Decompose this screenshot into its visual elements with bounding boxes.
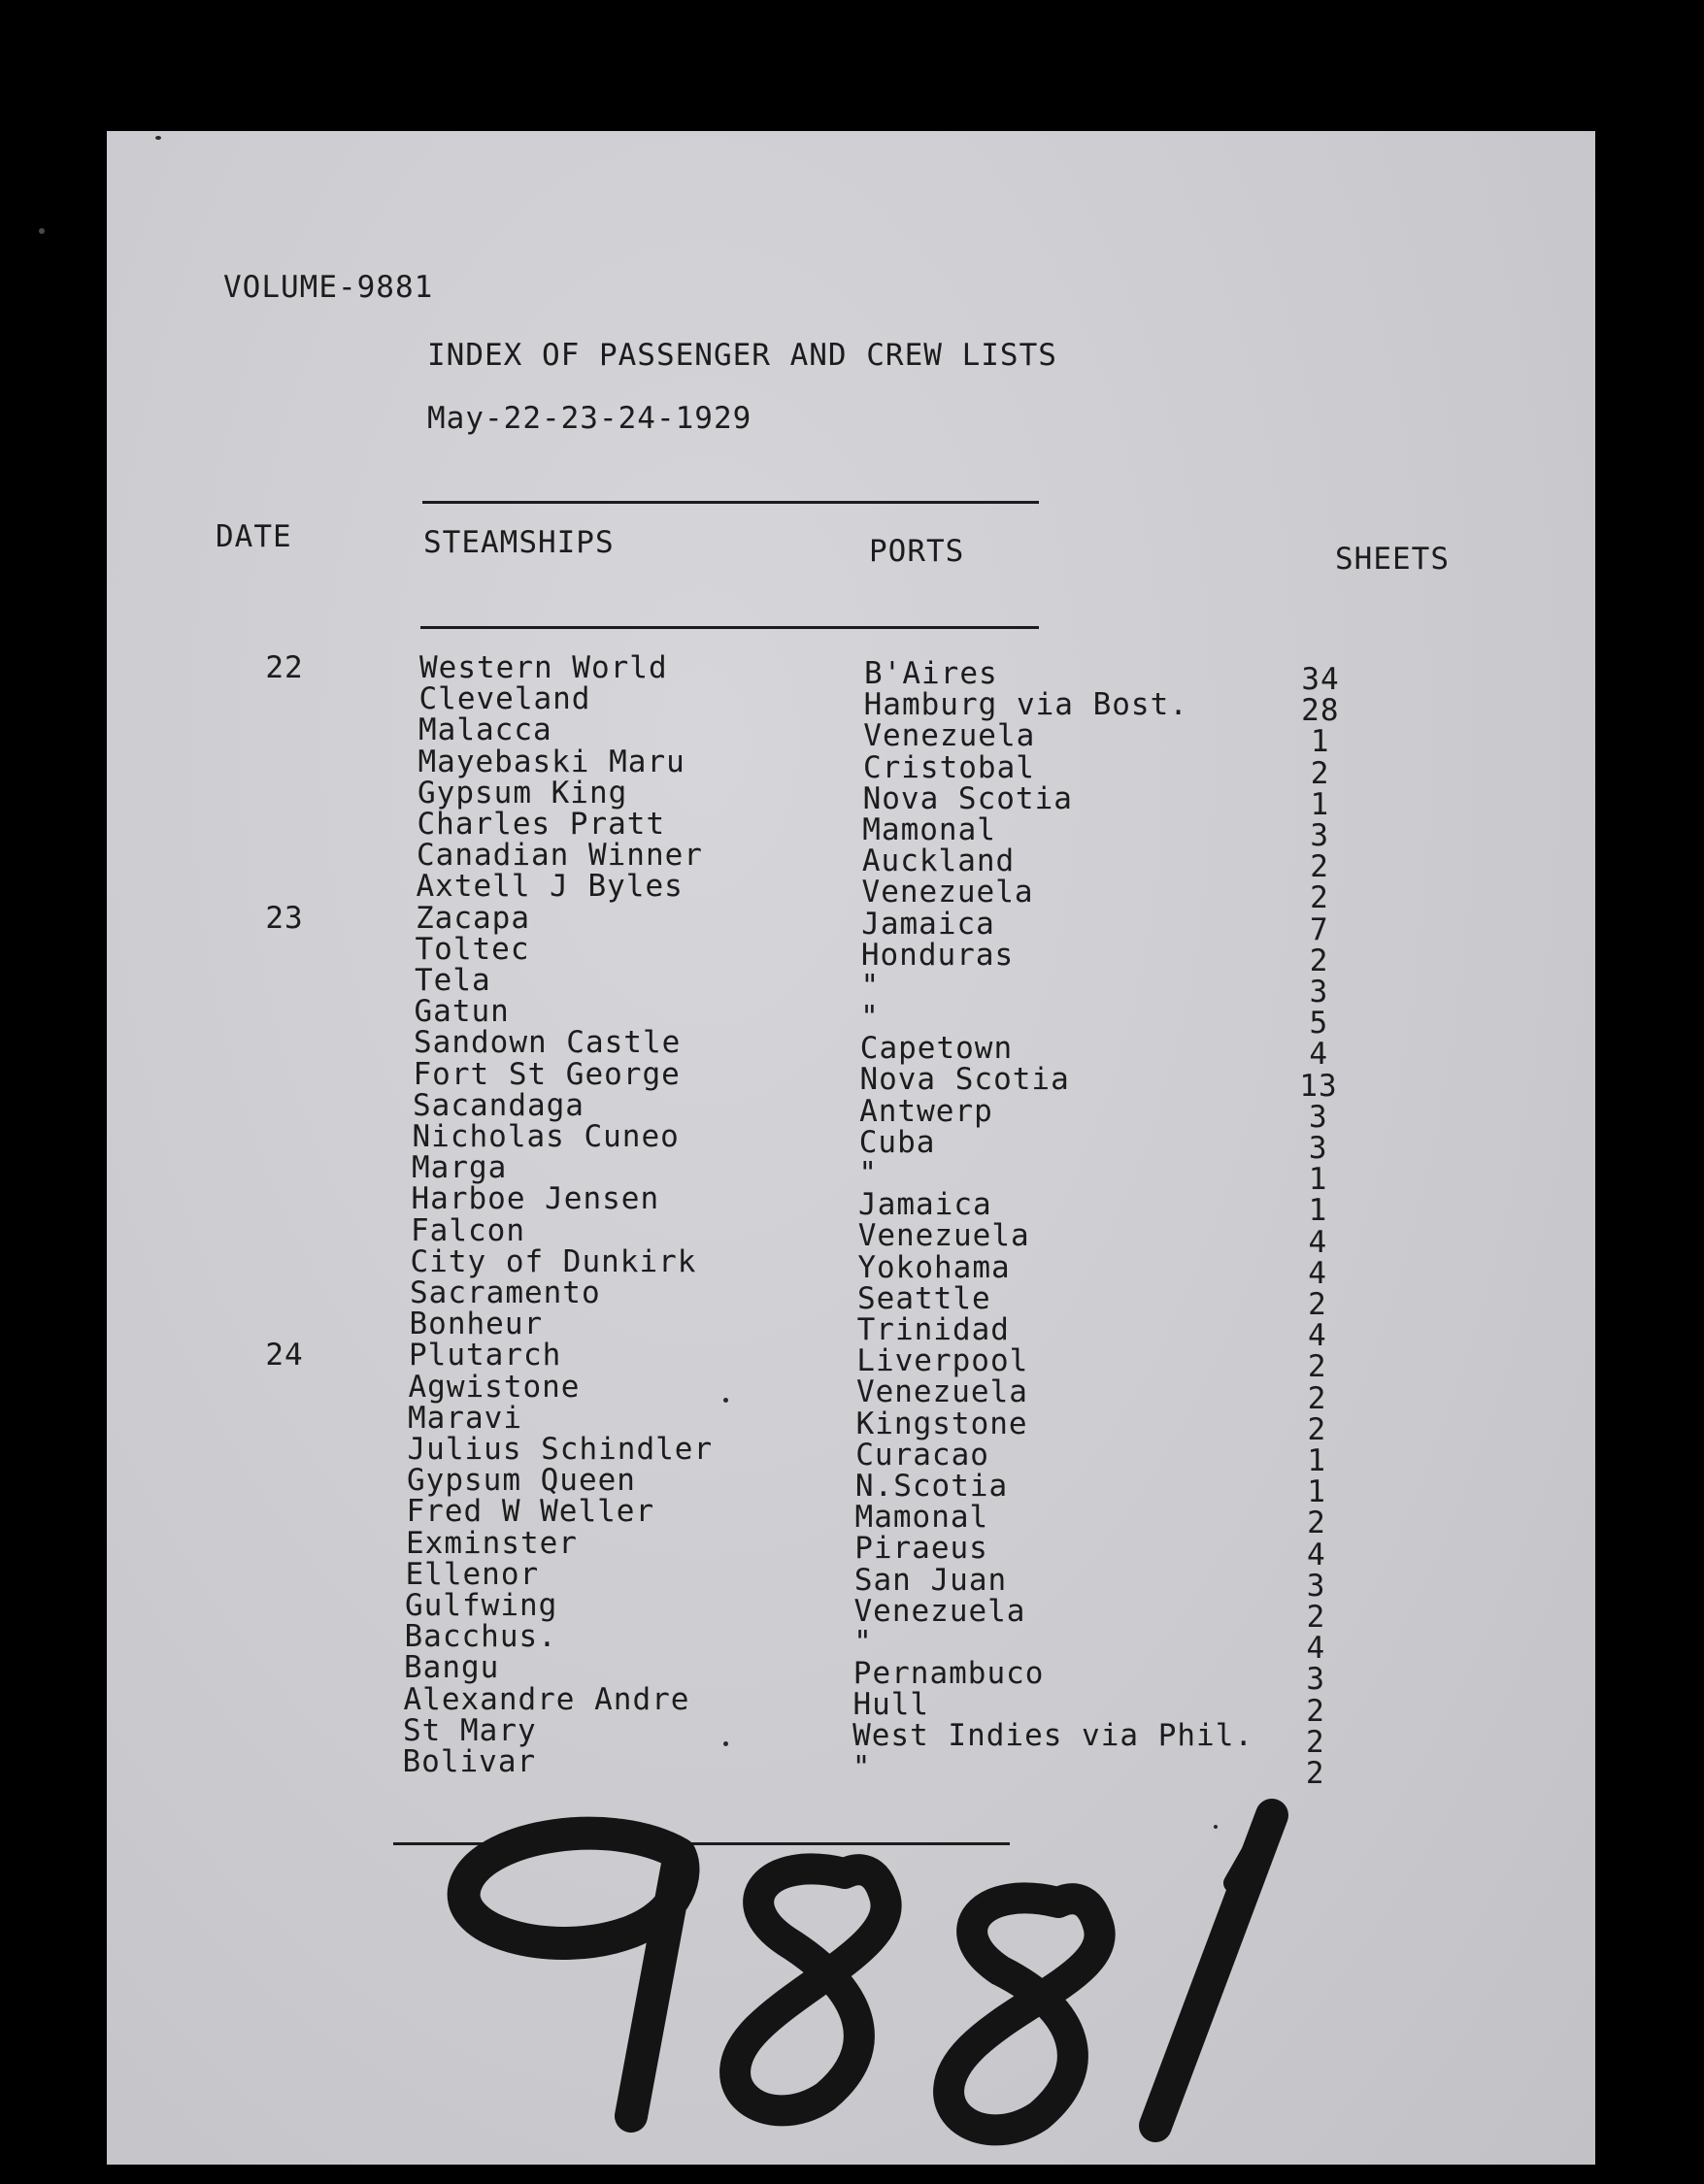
table-row [107,1432,1595,1478]
row-sheets: 1 [1307,1474,1326,1510]
row-steamship: Marga [412,1150,508,1186]
date-column-header: DATE [216,519,292,554]
table-row [107,838,1595,885]
steamships-column-header: STEAMSHIPS [423,525,615,560]
table-row [107,1025,1595,1073]
row-sheets: 2 [1306,1724,1325,1760]
row-sheets: 2 [1310,849,1329,885]
row-port: Liverpool [856,1343,1029,1379]
row-sheets: 4 [1308,1255,1327,1291]
row-steamship: Bolivar [402,1744,537,1779]
row-port: Capetown [859,1031,1014,1067]
row-sheets: 3 [1308,1131,1328,1166]
table-row [107,1650,1595,1698]
table-row [107,744,1595,791]
row-port: " [853,1624,873,1660]
table-row [107,1056,1595,1104]
row-port: Nova Scotia [859,1062,1070,1098]
row-port: " [852,1749,872,1785]
row-sheets: 1 [1310,786,1330,822]
row-steamship: City of Dunkirk [410,1243,697,1279]
row-port: Venezuela [857,1218,1030,1254]
row-sheets: 1 [1308,1193,1328,1229]
ports-column-header: PORTS [869,534,965,569]
row-sheets: 1 [1307,1443,1327,1478]
paper-speck [723,1398,728,1403]
table-row [107,1400,1595,1447]
row-date: 22 [265,650,304,685]
row-port: Venezuela [855,1374,1028,1410]
row-steamship: Falcon [411,1212,525,1248]
row-port: " [860,1000,880,1036]
row-steamship: Fort St George [413,1056,681,1092]
row-port: Mamonal [854,1500,989,1536]
row-steamship: Canadian Winner [417,838,703,874]
table-row [107,931,1595,978]
row-port: Hamburg via Bost. [863,687,1188,723]
row-date: 23 [265,900,304,936]
row-port: West Indies via Phil. [852,1718,1254,1754]
table-row [107,775,1595,822]
row-sheets: 4 [1306,1631,1326,1667]
row-sheets: 2 [1307,1380,1327,1416]
row-port: Antwerp [859,1093,993,1129]
row-sheets: 5 [1309,1006,1329,1042]
table-row [107,869,1595,916]
row-port: Cristobal [862,749,1035,785]
row-sheets: 3 [1310,818,1330,853]
table-row [107,1212,1595,1260]
row-sheets: 7 [1309,911,1329,947]
table-row [107,1525,1595,1572]
row-port: Pernambuco [852,1656,1045,1692]
table-row [107,1463,1595,1510]
row-sheets: 13 [1299,1068,1338,1104]
table-row [107,1744,1595,1791]
row-steamship: Cleveland [418,681,591,717]
row-steamship: Bonheur [409,1307,544,1342]
row-port: " [858,1156,879,1192]
row-port: Trinidad [856,1311,1010,1347]
table-row [107,1338,1595,1385]
table-row [107,900,1595,947]
table-row [107,1307,1595,1354]
row-sheets: 34 [1301,662,1340,697]
row-port: Mamonal [862,811,996,847]
row-port: Curacao [855,1437,989,1473]
row-sheets: 1 [1310,724,1330,760]
row-port: Venezuela [861,875,1034,910]
row-sheets: 4 [1308,1224,1328,1260]
header-divider [420,626,1039,629]
table-row [107,1619,1595,1667]
document-sheet [107,131,1595,2165]
table-row [107,1087,1595,1135]
row-sheets: 4 [1309,1037,1329,1073]
row-port: Venezuela [853,1593,1026,1629]
row-steamship: Julius Schindler [407,1432,714,1467]
table-row [107,1181,1595,1229]
row-port: Hull [852,1687,930,1723]
row-sheets: 2 [1306,1600,1326,1635]
row-steamship: Charles Pratt [417,807,666,842]
row-port: Auckland [861,844,1016,879]
row-steamship: Gypsum Queen [407,1463,636,1499]
paper-speck [1214,1825,1218,1829]
row-port: Honduras [860,937,1015,973]
table-row [107,1369,1595,1416]
table-row [107,807,1595,853]
row-steamship: St Mary [403,1712,537,1748]
row-port: N.Scotia [854,1468,1009,1504]
table-row [107,1119,1595,1166]
row-sheets: 3 [1309,975,1329,1009]
table-row [107,1494,1595,1541]
row-sheets: 3 [1306,1662,1326,1698]
table-row [107,1588,1595,1635]
row-steamship: Malacca [418,712,552,748]
row-sheets: 4 [1308,1318,1327,1354]
table-row [107,1681,1595,1729]
row-steamship: Maravi [408,1400,522,1436]
table-row [107,1150,1595,1198]
sheets-column-header: SHEETS [1335,542,1450,577]
row-sheets: 3 [1309,1099,1328,1135]
row-steamship: Bacchus. [404,1619,557,1655]
row-steamship: Toltec [415,931,530,967]
row-steamship: Zacapa [416,900,530,936]
table-row [107,1556,1595,1604]
row-sheets: 2 [1309,943,1329,978]
row-steamship: Fred W Weller [406,1494,655,1530]
row-port: Kingstone [855,1406,1028,1441]
paper-speck [723,1741,728,1746]
row-steamship: Gulfwing [405,1588,558,1623]
row-sheets: 2 [1307,1349,1327,1385]
row-port: Jamaica [858,1187,992,1223]
row-port: Jamaica [861,906,995,942]
row-port: Piraeus [854,1531,988,1567]
row-steamship: Sacramento [410,1275,601,1310]
row-steamship: Alexandre Andre [403,1681,690,1717]
page-title: INDEX OF PASSENGER AND CREW LISTS [427,338,1057,373]
row-steamship: Western World [419,650,668,685]
row-steamship: Ellenor [405,1556,540,1592]
row-port: " [860,968,881,1004]
row-steamship: Gatun [414,994,510,1030]
row-steamship: Gypsum King [418,775,628,811]
table-row [107,1712,1595,1760]
date-range: May-22-23-24-1929 [427,401,752,436]
row-steamship: Axtell J Byles [416,869,684,905]
row-sheets: 2 [1310,755,1330,791]
row-steamship: Mayebaski Maru [418,744,685,779]
table-row [107,650,1595,697]
title-divider [422,501,1039,504]
table-row [107,1275,1595,1322]
row-sheets: 2 [1306,1693,1325,1729]
row-steamship: Sacandaga [413,1087,585,1123]
volume-label: VOLUME-9881 [223,270,434,305]
row-port: Nova Scotia [862,780,1073,816]
table-row [107,963,1595,1009]
row-sheets: 28 [1301,693,1340,729]
paper-speck [155,136,161,140]
row-steamship: Bangu [404,1650,500,1686]
row-sheets: 2 [1307,1506,1326,1541]
row-steamship: Exminster [406,1525,578,1561]
row-sheets: 1 [1308,1162,1328,1198]
row-port: Yokohama [857,1249,1011,1285]
table-row [107,681,1595,729]
row-sheets: 2 [1307,1411,1327,1447]
row-steamship: Agwistone [408,1369,581,1405]
paper-speck [39,228,45,234]
row-port: Venezuela [863,718,1036,754]
handwritten-volume-number [437,1796,1408,2184]
row-port: San Juan [853,1562,1008,1598]
row-sheets: 2 [1308,1287,1327,1322]
table-row [107,712,1595,760]
row-sheets: 2 [1310,880,1329,916]
row-sheets: 2 [1305,1756,1325,1791]
row-steamship: Nicholas Cuneo [412,1119,680,1154]
row-port: Seattle [857,1280,991,1316]
table-row [107,994,1595,1042]
row-port: B'Aires [864,656,998,691]
row-port: Cuba [858,1124,936,1160]
row-steamship: Plutarch [409,1338,562,1373]
table-row [107,1243,1595,1291]
row-steamship: Harboe Jensen [411,1181,660,1217]
row-date: 24 [265,1338,304,1373]
row-steamship: Tela [415,963,491,998]
row-sheets: 4 [1306,1537,1326,1572]
row-sheets: 3 [1306,1568,1326,1604]
row-steamship: Sandown Castle [414,1025,682,1061]
